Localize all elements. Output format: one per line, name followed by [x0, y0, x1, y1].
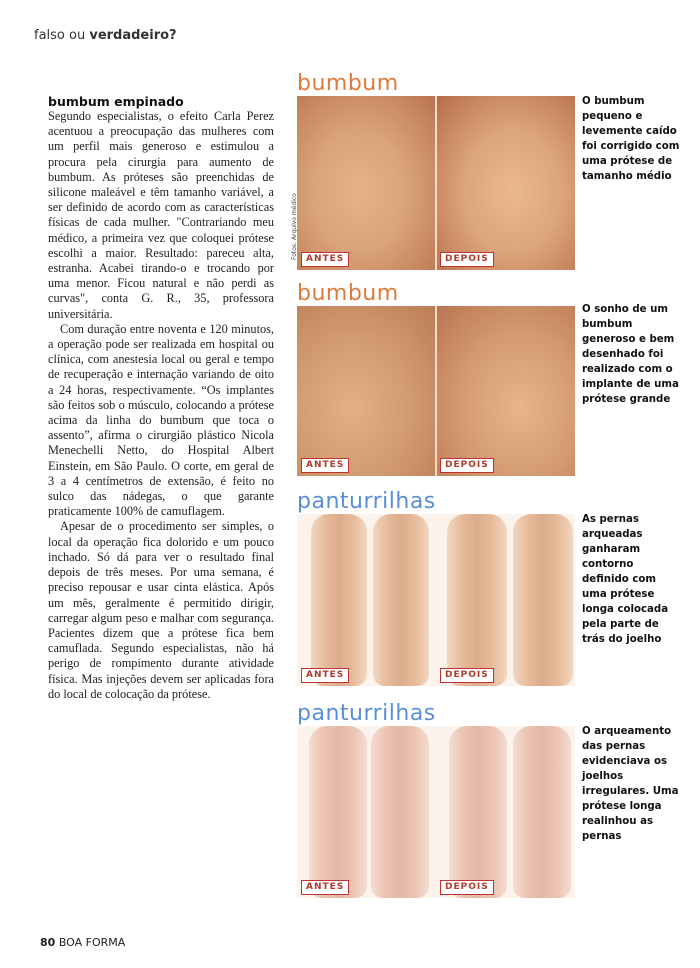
photo-caption: O sonho de um bumbum generoso e bem desenhado foi realizado com o implante de uma prótese grande [582, 304, 679, 405]
before-after-photo [297, 96, 575, 270]
before-photo [297, 514, 435, 686]
header-prefix: falso ou [34, 28, 90, 43]
magazine-name: BOA FORMA [58, 936, 126, 949]
after-photo [437, 726, 575, 898]
before-after-photo [297, 306, 575, 476]
after-photo [437, 306, 575, 476]
before-label: ANTES [301, 668, 349, 683]
photo-credit: Fotos: Arquivo médico [291, 193, 298, 260]
article-paragraph-2: Com duração entre noventa e 120 minutos, a operação pode ser realizada em hospital ou clínica, com anestesia local ou geral e tempo de recuperação e internação variando de oito a 24 horas, respectivamente. “Os implantes são feitos sob o músculo, colocando a prótese acima da linha do bumbum que toca o assento”, afirma o cirurgião plástico Nicola Menechelli Netto, do Hospital Albert Einstein, em São Paulo. O corte, em geral de 3 a 4 centímetros de extensão, é feito no sulco das nádegas, o que garante praticamente 100% de camuflagem. [48, 321, 274, 519]
photo-section-calves-1 [297, 490, 687, 690]
before-label: ANTES [301, 252, 349, 267]
header-bold: verdadeiro? [89, 28, 177, 43]
page-number: 80 [40, 936, 56, 949]
article-paragraph-1: Segundo especialistas, o efeito Carla Perez acentuou a preocupação das mulheres com um perfil mais generoso e estimulou a procura pela cirurgia para aumento de bumbum. As próteses são preenchidas de silicone maleável e têm tamanho variável, a ser definido de acordo com as características físicas de cada mulher. "Contrariando meu médico, a primeira vez que coloquei prótese escolhi a maior. Resultado: pareceu alta, estranha. Acabei tirando-o e trocando por uma menor. Ficou natural e não perdi as curvas", conta G. R., 35, professora universitária. [48, 109, 274, 321]
before-photo [297, 96, 435, 270]
after-label: DEPOIS [440, 252, 494, 267]
section-header [34, 28, 177, 43]
before-photo [297, 306, 435, 476]
before-label: ANTES [301, 880, 349, 895]
photo-section-calves-2 [297, 702, 687, 902]
page-footer [40, 936, 125, 949]
after-photo [437, 514, 575, 686]
before-after-photo [297, 514, 575, 686]
before-after-photo [297, 726, 575, 898]
article-heading: bumbum empinado [48, 94, 184, 109]
photo-caption: O bumbum pequeno e levemente caído foi corrigido com uma prótese de tamanho médio [582, 96, 680, 182]
section-title: panturrilhas [297, 701, 436, 726]
after-photo [437, 96, 575, 270]
section-title: panturrilhas [297, 489, 436, 514]
article-column [48, 94, 274, 702]
photo-section-buttocks-2 [297, 282, 687, 478]
photo-caption: O arqueamento das pernas evidenciava os joelhos irregulares. Uma prótese longa realinhou as pernas [582, 726, 679, 842]
after-label: DEPOIS [440, 668, 494, 683]
before-label: ANTES [301, 458, 349, 473]
photo-section-buttocks-1 [297, 72, 687, 272]
before-photo [297, 726, 435, 898]
section-title: bumbum [297, 281, 399, 306]
after-label: DEPOIS [440, 880, 494, 895]
after-label: DEPOIS [440, 458, 494, 473]
section-title: bumbum [297, 71, 399, 96]
photo-caption: As pernas arqueadas ganharam contorno definido com uma prótese longa colocada pela parte de trás do joelho [582, 514, 669, 645]
article-paragraph-3: Apesar de o procedimento ser simples, o local da operação fica dolorido e um pouco inchado. Só dá para ver o resultado final depois de três meses. Por uma semana, é preciso repousar e usar cinta elástica. Após um mês, geralmente é permitido dirigir, carregar algum peso e malhar com segurança. Pacientes dizem que a prótese fica bem camuflada. Segundo especialistas, não há perigo de rompimento durante atividade física. Mas injeções devem ser aplicadas fora do local de colocação da prótese. [48, 519, 274, 701]
